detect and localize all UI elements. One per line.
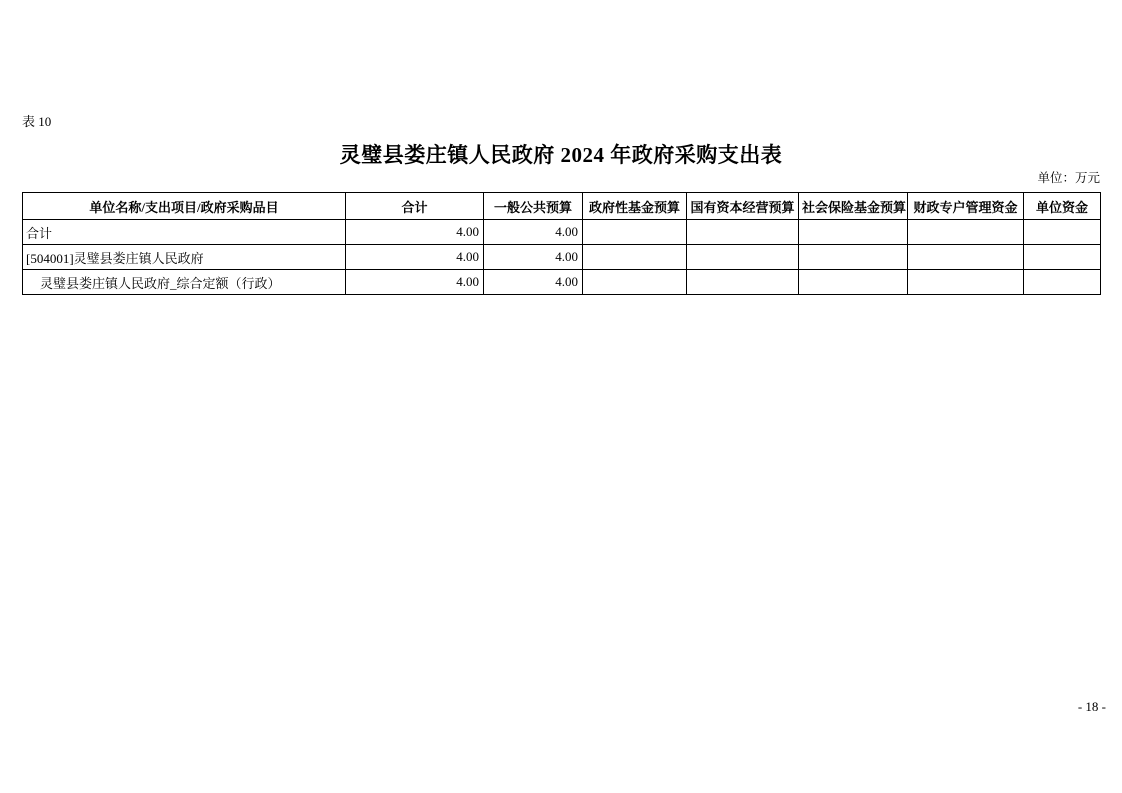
value-cell-unit-funds: [1024, 220, 1101, 245]
column-header-unit-item: 单位名称/支出项目/政府采购品目: [23, 193, 346, 220]
value-cell-general-public-budget: 4.00: [484, 220, 583, 245]
column-header-state-capital-budget: 国有资本经营预算: [687, 193, 799, 220]
value-cell-general-public-budget: 4.00: [484, 245, 583, 270]
column-header-social-insurance-budget: 社会保险基金预算: [799, 193, 908, 220]
page-number: - 18 -: [1077, 699, 1106, 714]
column-header-unit-funds: 单位资金: [1024, 193, 1101, 220]
table-number-label: 表 10: [22, 114, 52, 129]
value-cell-general-public-budget: 4.00: [484, 270, 583, 295]
column-header-general-public-budget: 一般公共预算: [484, 193, 583, 220]
value-cell-unit-funds: [1024, 270, 1101, 295]
row-label-cell: 合计: [23, 220, 346, 245]
table-row-procurement-item: [23, 270, 1101, 295]
value-cell-state-capital-budget: [687, 245, 799, 270]
unit-note: 单位：万元: [1037, 171, 1100, 185]
page-title: 灵璧县娄庄镇人民政府 2024 年政府采购支出表: [339, 143, 783, 167]
value-cell-govt-fund-budget: [583, 245, 687, 270]
column-header-total: 合计: [346, 193, 484, 220]
value-cell-social-insurance-budget: [799, 220, 908, 245]
value-cell-fiscal-account-funds: [908, 270, 1024, 295]
value-cell-fiscal-account-funds: [908, 245, 1024, 270]
value-cell-fiscal-account-funds: [908, 220, 1024, 245]
table-header-row: [23, 193, 1101, 220]
value-cell-state-capital-budget: [687, 220, 799, 245]
table-row-total: [23, 220, 1101, 245]
value-cell-total: 4.00: [346, 245, 484, 270]
procurement-expenditure-table: [22, 192, 1101, 295]
value-cell-social-insurance-budget: [799, 245, 908, 270]
column-header-govt-fund-budget: 政府性基金预算: [583, 193, 687, 220]
value-cell-total: 4.00: [346, 220, 484, 245]
table-row-department: [23, 245, 1101, 270]
value-cell-govt-fund-budget: [583, 270, 687, 295]
value-cell-state-capital-budget: [687, 270, 799, 295]
column-header-fiscal-account-funds: 财政专户管理资金: [908, 193, 1024, 220]
value-cell-total: 4.00: [346, 270, 484, 295]
value-cell-govt-fund-budget: [583, 220, 687, 245]
row-label-cell: 灵璧县娄庄镇人民政府_综合定额（行政）: [23, 270, 346, 295]
row-label-cell: [504001]灵璧县娄庄镇人民政府: [23, 245, 346, 270]
value-cell-unit-funds: [1024, 245, 1101, 270]
value-cell-social-insurance-budget: [799, 270, 908, 295]
